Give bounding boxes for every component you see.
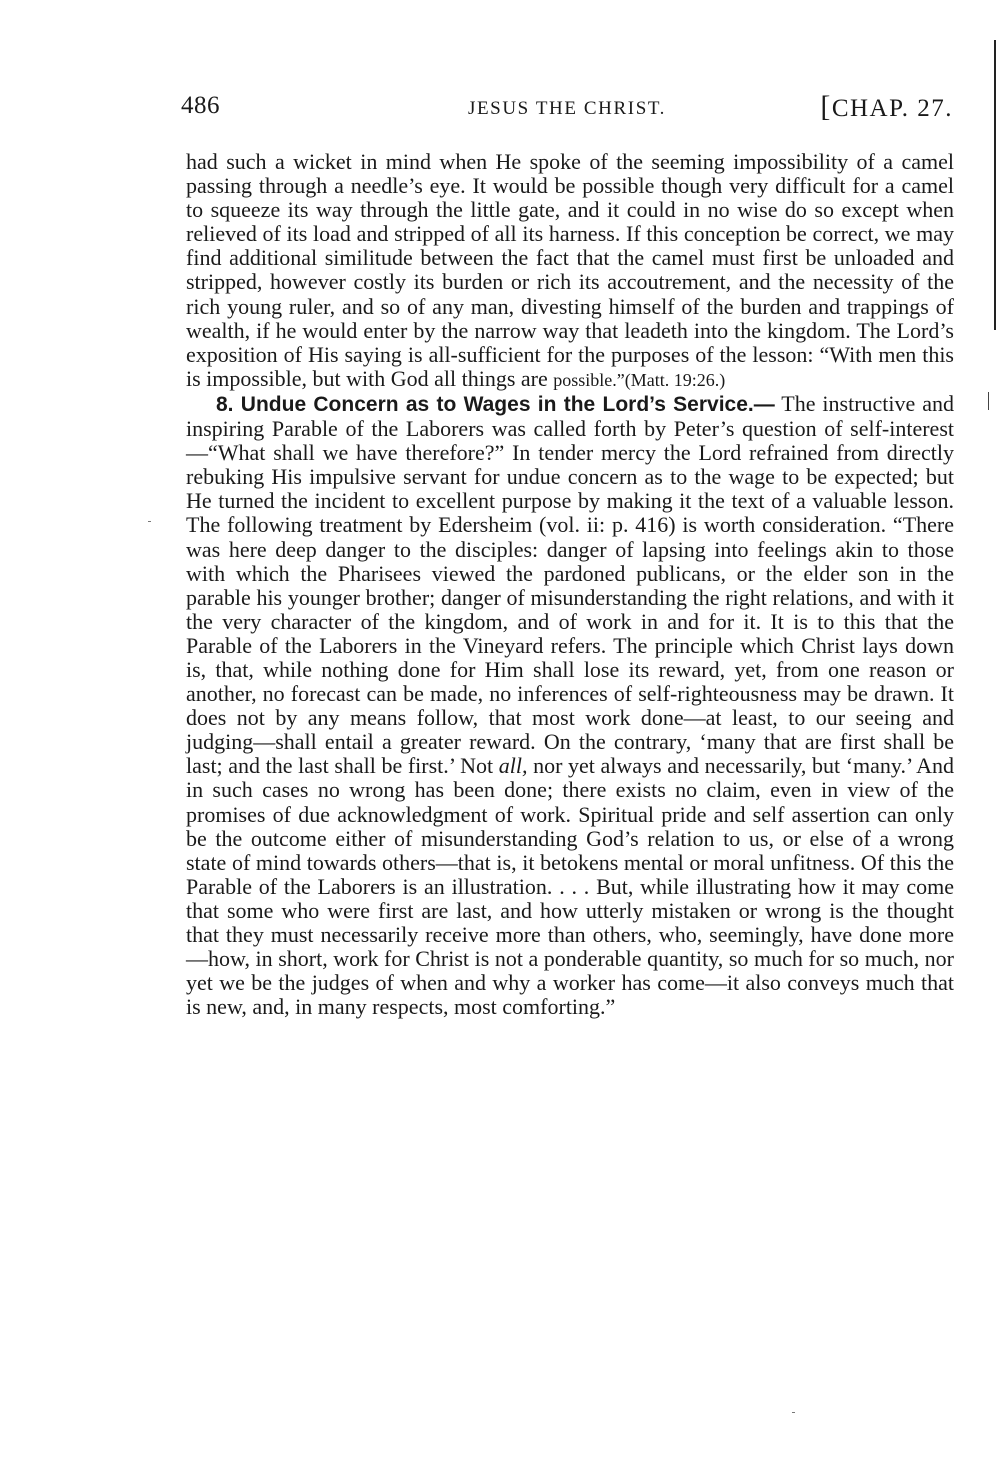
- section-8-paragraph: [186, 392, 954, 1019]
- emphasis-all: all,: [498, 753, 528, 779]
- chapter-label: [820, 90, 953, 124]
- paragraph-continued: [186, 150, 954, 392]
- running-title: JESUS THE CHRIST.: [467, 98, 667, 119]
- page-header: [181, 92, 953, 132]
- section-text-part2: nor yet always and necessarily, but ‘many.’ And in such cases no wrong has been done; there exists no claim, even in view of the promises of due acknowledgment of work. Spiritual pride and self assertion can only be the outcome either of misunderstanding God’s relation to us, or else of a wrong state of mind towards others—that is, it betokens mental or moral unfitness. Of this the Parable of the Laborers is an illustration. . . . But, while illustrating how it may come that some who were first are last, and how utterly mistaken or wrong is the thought that they must necessarily receive more than others, who, seemingly, have done more—how, in short, work for Christ is not a ponderable quantity, so much for so much, nor yet we be the judges of when and why a worker has come—it also conveys much that is new, and, in many respects, most comforting.”: [186, 753, 954, 1020]
- scan-speck: [148, 521, 151, 522]
- chapter-bracket: [: [820, 90, 832, 123]
- section-text-part1: The instructive and inspiring Parable of the Laborers was called forth by Peter’s question of self-interest—“What shall we have therefore?” In tender mercy the Lord refrained from directly rebuking His impulsive servant for undue concern as to the wage to be expected; but He turned the incident to excellent purpose by making it the text of a valuable lesson. The following treatment by Edersheim (vol. ii: p. 416) is worth consideration. “There was here deep danger to the disciples: danger of lapsing into feelings akin to those with which the Pharisees viewed the pardoned publicans, or the elder son in the parable his younger brother; danger of misunderstanding the right relations, and with it the very character of the kingdom, and of work in and for it. It is to this that the Parable of the Laborers in the Vineyard refers. The principle which Christ lays down is, that, while nothing done for Him shall lose its reward, yet, from one reason or another, no forecast can be made, no inferences of self-righteousness may be drawn. It does not by any means follow, that most work done—at least, to our seeing and judging—shall entail a greater reward. On the contrary, ‘many that are first shall be last; and the last shall be first.’ Not: [186, 390, 954, 779]
- page-number: 486: [181, 92, 220, 119]
- paragraph-text: had such a wicket in mind when He spoke of the seeming impossibility of a camel passing through a needle’s eye. It would be possible though very difficult for a camel to squeeze its way through the little gate, and it could in no wise do so except when relieved of its load and stripped of all its harness. If this conception be correct, we may find additional similitude between the fact that the camel must first be unloaded and stripped, however costly its burden or rich its accoutrement, and the necessity of the rich young ruler, and so of any man, divesting himself of the burden and trappings of wealth, if he would enter by the narrow way that leadeth into the kingdom. The Lord’s exposition of His saying is all-sufficient for the purposes of the lesson: “With men this is impossible, but with God all things are: [186, 149, 954, 391]
- citation: possible.”(Matt. 19:26.): [553, 369, 726, 390]
- scan-speck: [792, 1412, 795, 1413]
- chapter-text: CHAP. 27.: [831, 95, 953, 122]
- body-text: [186, 150, 954, 1019]
- page-edge-line: [994, 40, 996, 330]
- page-edge-mark: [988, 392, 989, 410]
- section-heading: 8. Undue Concern as to Wages in the Lord’s Service.—: [216, 392, 775, 416]
